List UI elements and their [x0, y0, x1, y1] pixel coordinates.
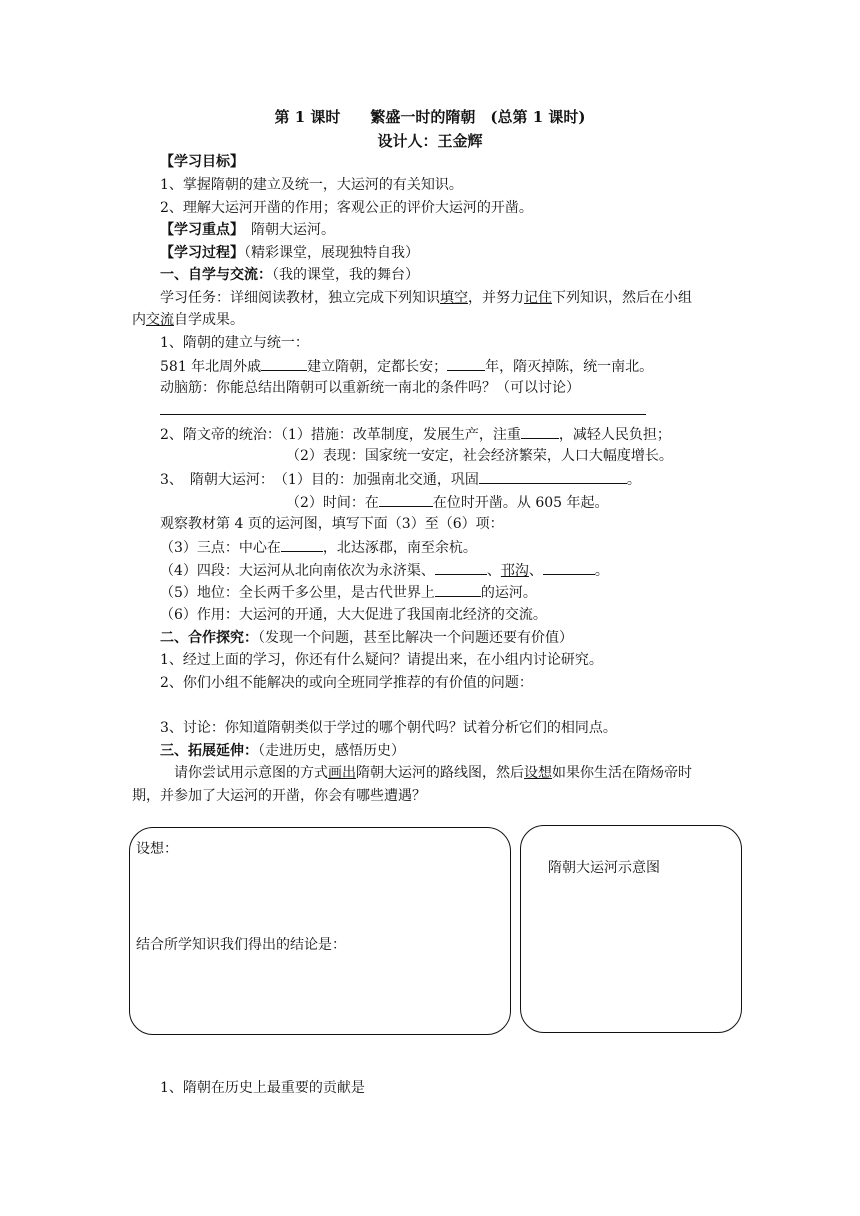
objective-2: 2、理解大运河开凿的作用；客观公正的评价大运河的开凿。: [160, 200, 533, 216]
p4-text-a: （4）四段：大运河从北向南依次为永济渠、: [160, 563, 435, 579]
s3-text-a: 请你尝试用示意图的方式: [174, 765, 328, 781]
q1-heading: 1、隋朝的建立与统一：: [160, 335, 309, 351]
blank-segment-2[interactable]: [435, 560, 487, 575]
focus-line: [160, 220, 335, 240]
p4-canal: 邗沟: [500, 563, 529, 579]
section3-para-2: 期，并参加了大运河的开凿，你会有哪些遭遇？: [132, 788, 426, 804]
task-text-d: 内: [132, 312, 146, 328]
blank-center[interactable]: [281, 537, 323, 552]
blank-founder[interactable]: [261, 356, 307, 371]
focus-heading: 【学习重点】: [160, 222, 237, 238]
p4-line: [160, 560, 609, 581]
objectives-heading-text: 【学习目标】: [160, 154, 244, 170]
conclusion-label: 结合所学知识我们得出的结论是：: [136, 937, 346, 953]
blank-status[interactable]: [435, 582, 481, 597]
task-text-a: 学习任务：详细阅读教材，独立完成下列知识: [160, 290, 440, 306]
section2-q1: 1、经过上面的学习，你还有什么疑问？请提出来，在小组内讨论研究。: [160, 652, 603, 668]
brain-answer-line[interactable]: [160, 414, 646, 415]
section2-q2: 2、你们小组不能解决的或向全班同学推荐的有价值的问题：: [160, 675, 533, 691]
q3-line-2: [286, 492, 609, 513]
designer-line: 设计人：王金辉: [377, 132, 483, 150]
blank-year[interactable]: [447, 356, 485, 371]
section2-note: （发现一个问题，甚至比解决一个问题还要有价值）: [258, 630, 573, 646]
section3-heading: 三、拓展延伸：: [160, 743, 258, 759]
p4-sep: 、: [486, 563, 501, 579]
s3-text-c: 如果你生活在隋炀帝时: [552, 765, 692, 781]
q2-line-2: （2）表现：国家统一安定，社会经济繁荣，人口大幅度增长。: [286, 448, 673, 464]
blank-segment-4[interactable]: [543, 560, 595, 575]
section3-note: （走进历史，感悟历史）: [258, 743, 405, 759]
p5-text-b: 的运河。: [480, 585, 537, 601]
q3-text-d: 在位时开凿。从 605 年起。: [432, 495, 609, 511]
task-remember: 记住: [524, 290, 552, 306]
p5-line: [160, 582, 537, 603]
q3-line-1: [160, 469, 641, 490]
process-text: （精彩课堂，展现独特自我）: [244, 245, 419, 261]
section2-heading-line: [160, 628, 573, 648]
q2-line-1: [160, 424, 671, 445]
task-text-b: ，并努力: [468, 290, 524, 306]
q3-text-b: 。: [626, 472, 641, 488]
q1-line: [160, 356, 653, 377]
p3-text-a: （3）三点：中心在: [160, 540, 281, 556]
p4-sep-2: 、: [528, 563, 543, 579]
section1-heading-line: [160, 265, 419, 285]
s3-imagine: 设想: [524, 765, 552, 781]
focus-text: 隋朝大运河。: [251, 222, 335, 238]
task-exchange: 交流: [146, 312, 174, 328]
imagine-label: 设想：: [136, 841, 178, 857]
p3-line: [160, 537, 477, 558]
section2-q3: 3、讨论：你知道隋朝类似于学过的哪个朝代吗？试着分析它们的相同点。: [160, 720, 617, 736]
blank-focus[interactable]: [521, 424, 559, 439]
q3-text-c: （2）时间：在: [286, 495, 379, 511]
p5-text-a: （5）地位：全长两千多公里，是古代世界上: [160, 585, 435, 601]
canal-map-label: 隋朝大运河示意图: [548, 860, 660, 876]
observe-line: 观察教材第 4 页的运河图，填写下面（3）至（6）项：: [160, 516, 504, 532]
process-heading: 【学习过程】: [160, 245, 244, 261]
imagine-box[interactable]: [129, 827, 511, 1035]
section3-heading-line: [160, 741, 405, 761]
blank-emperor[interactable]: [379, 492, 433, 507]
task-line-2: [132, 310, 244, 330]
p4-end: 。: [594, 563, 609, 579]
q2-text-b: ，减轻人民负担；: [558, 427, 671, 443]
q1-text-b: 建立隋朝，定都长安；: [307, 359, 448, 375]
blank-purpose[interactable]: [479, 469, 627, 484]
task-text-e: 自学成果。: [174, 312, 244, 328]
objectives-heading: [160, 152, 244, 172]
task-text-c: 下列知识，然后在小组: [552, 290, 692, 306]
q3-text-a: 3、 隋朝大运河： （1）目的：加强南北交通，巩固: [160, 472, 479, 488]
s3-draw: 画出: [328, 765, 356, 781]
process-line: [160, 243, 419, 263]
q2-text-a: 2、隋文帝的统治：（1）措施：改革制度，发展生产，注重: [160, 427, 521, 443]
brain-prompt: 动脑筋：你能总结出隋朝可以重新统一南北的条件吗？（可以讨论）: [160, 380, 580, 396]
section1-note: （我的课堂，我的舞台）: [272, 267, 419, 283]
section1-heading: 一、自学与交流：: [160, 267, 272, 283]
section2-heading: 二、合作探究：: [160, 630, 258, 646]
p3-text-b: ，北达涿郡，南至余杭。: [322, 540, 477, 556]
q1-text-a: 581 年北周外戚: [160, 359, 262, 375]
task-fill: 填空: [440, 290, 468, 306]
lesson-title: 第 1 课时 繁盛一时的隋朝 (总第 1 课时): [274, 108, 586, 126]
p6-line: （6）作用：大运河的开通，大大促进了我国南北经济的交流。: [160, 607, 547, 623]
q1-text-c: 年，隋灭掉陈，统一南北。: [485, 359, 654, 375]
s3-text-b: 隋朝大运河的路线图，然后: [356, 765, 524, 781]
task-line-1: [160, 288, 692, 308]
section3-para-1: [174, 763, 692, 783]
footer-question: 1、隋朝在历史上最重要的贡献是: [160, 1080, 365, 1096]
objective-1: 1、掌握隋朝的建立及统一，大运河的有关知识。: [160, 177, 463, 193]
